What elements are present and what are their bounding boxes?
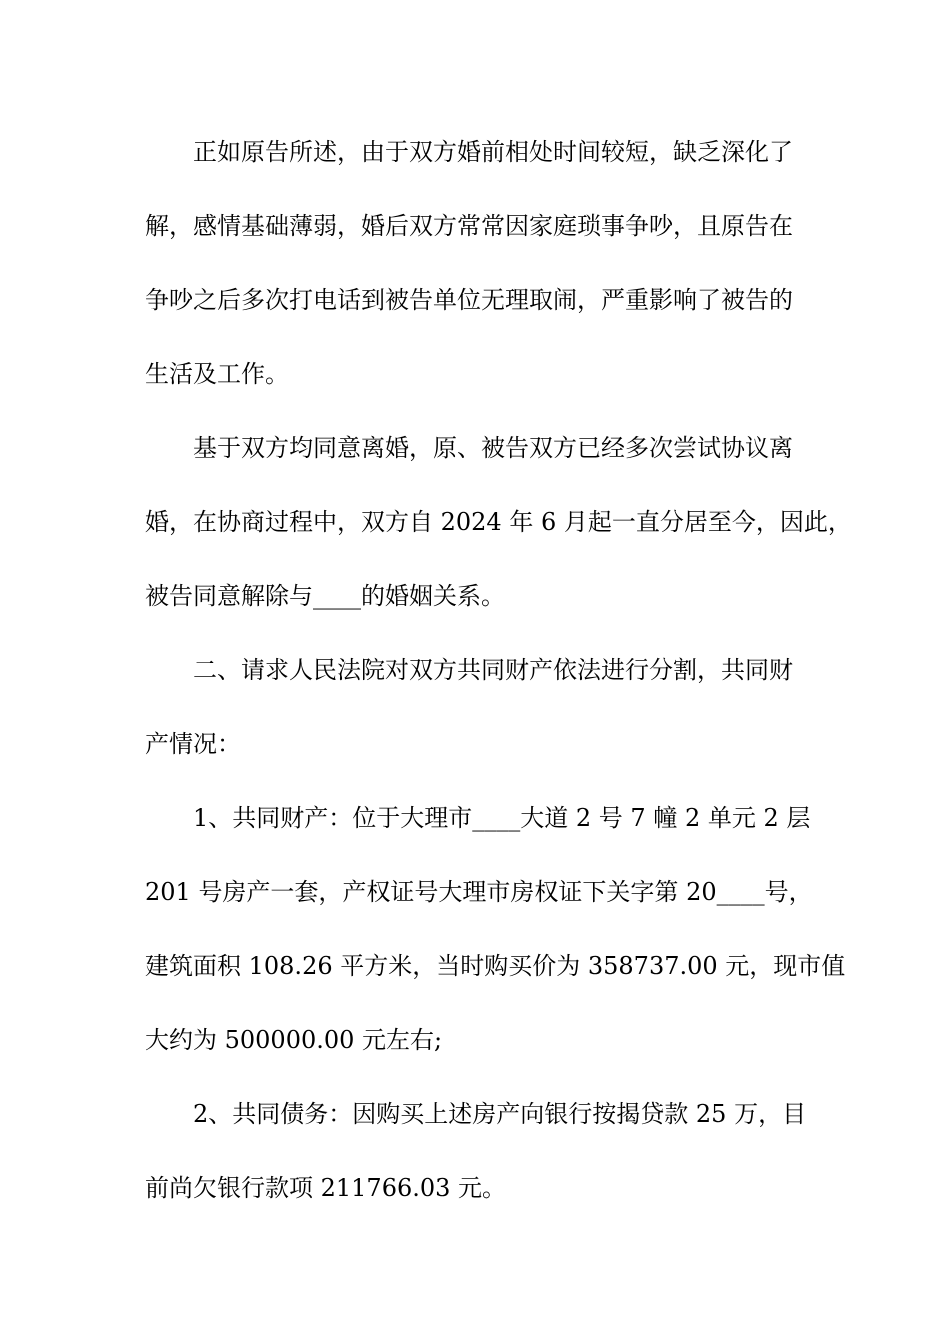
text-line: 基于双方均同意离婚，原、被告双方已经多次尝试协议离	[193, 434, 793, 462]
text-line: 1、共同财产：位于大理市____大道 2 号 7 幢 2 单元 2 层	[193, 804, 811, 832]
text-line: 婚，在协商过程中，双方自 2024 年 6 月起一直分居至今，因此，	[145, 508, 852, 536]
text-line: 被告同意解除与____的婚姻关系。	[145, 582, 505, 610]
text-line: 产情况：	[145, 730, 241, 758]
text-line: 建筑面积 108.26 平方米，当时购买价为 358737.00 元，现市值	[145, 952, 846, 980]
text-line: 前尚欠银行款项 211766.03 元。	[145, 1174, 507, 1202]
paragraph-joint-property	[145, 793, 846, 1089]
text-line: 争吵之后多次打电话到被告单位无理取闹，严重影响了被告的	[145, 286, 793, 314]
text-line: 正如原告所述，由于双方婚前相处时间较短，缺乏深化了	[193, 138, 793, 166]
document-body	[145, 127, 852, 1237]
text-line: 生活及工作。	[145, 360, 289, 388]
paragraph-marriage-background	[145, 127, 825, 423]
text-line: 解，感情基础薄弱，婚后双方常常因家庭琐事争吵，且原告在	[145, 212, 793, 240]
text-line: 201 号房产一套，产权证号大理市房权证下关字第 20____号，	[145, 878, 813, 906]
paragraph-joint-debt	[145, 1089, 825, 1237]
text-line: 大约为 500000.00 元左右;	[145, 1026, 443, 1054]
paragraph-property-request	[145, 645, 825, 793]
text-line: 二、请求人民法院对双方共同财产依法进行分割，共同财	[193, 656, 793, 684]
text-line: 2、共同债务：因购买上述房产向银行按揭贷款 25 万，目	[193, 1100, 807, 1128]
paragraph-divorce-agreement	[145, 423, 852, 645]
